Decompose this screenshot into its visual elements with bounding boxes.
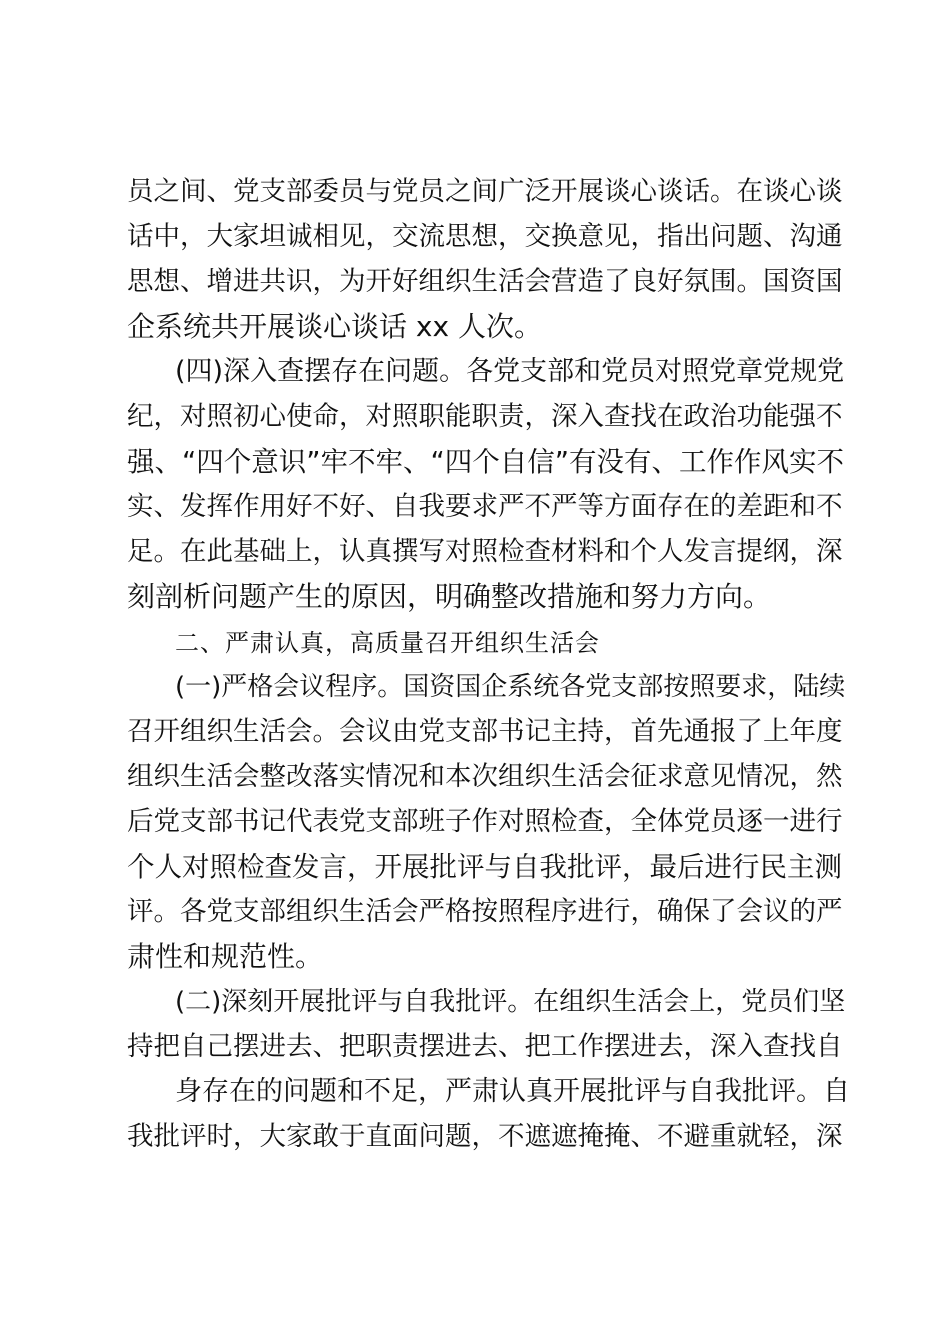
paragraph-line: 思想、增进共识，为开好组织生活会营造了良好氛围。国资国 — [127, 266, 843, 297]
paragraph-line: 组织生活会整改落实情况和本次组织生活会征求意见情况，然 — [127, 761, 843, 792]
section-one-title-line: (一)严格会议程序。国资国企系统各党支部按照要求，陆续 — [175, 672, 846, 702]
paragraph-line: 后党支部书记代表党支部班子作对照检查，全体党员逐一进行 — [127, 806, 843, 837]
paragraph-line: 强、“四个意识”牢不牢、“四个自信”有没有、工作作风实不 — [127, 446, 844, 478]
section-four-title-line: (四)深入查摆存在问题。各党支部和党员对照党章党规党 — [175, 356, 845, 387]
paragraph-line: 我批评时，大家敢于直面问题，不遮遮掩掩、不避重就轻，深 — [127, 1121, 843, 1152]
paragraph-line: 身存在的问题和不足，严肃认真开展批评与自我批评。自 — [175, 1076, 850, 1107]
paragraph-line: 刻剖析问题产生的原因，明确整改措施和努力方向。 — [127, 580, 772, 613]
section-two-title-line: (二)深刻开展批评与自我批评。在组织生活会上，党员们坚 — [175, 987, 846, 1017]
paragraph-line: 纪，对照初心使命，对照职能职责，深入查找在政治功能强不 — [127, 401, 843, 432]
paragraph-line: 肃性和规范性。 — [127, 940, 324, 973]
paragraph-line: 个人对照检查发言，开展批评与自我批评，最后进行民主测 — [127, 851, 842, 883]
paragraph-line: 足。在此基础上，认真撰写对照检查材料和个人发言提纲，深 — [127, 536, 843, 567]
paragraph-line: 话中，大家坦诚相见，交流思想，交换意见，指出问题、沟通 — [127, 221, 843, 252]
paragraph-line: 评。各党支部组织生活会严格按照程序进行，确保了会议的严 — [127, 896, 843, 927]
paragraph-line: 持把自己摆进去、把职责摆进去、把工作摆进去，深入查找自 — [127, 1031, 843, 1062]
paragraph-line: 企系统共开展谈心谈话 xx 人次。 — [127, 310, 542, 343]
paragraph-line: 实、发挥作用好不好、自我要求严不严等方面存在的差距和不 — [127, 491, 843, 522]
paragraph-line: 召开组织生活会。会议由党支部书记主持，首先通报了上年度 — [127, 716, 843, 747]
paragraph-line: 员之间、党支部委员与党员之间广泛开展谈心谈话。在谈心谈 — [127, 176, 843, 207]
section-heading: 二、严肃认真，高质量召开组织生活会 — [175, 629, 600, 657]
